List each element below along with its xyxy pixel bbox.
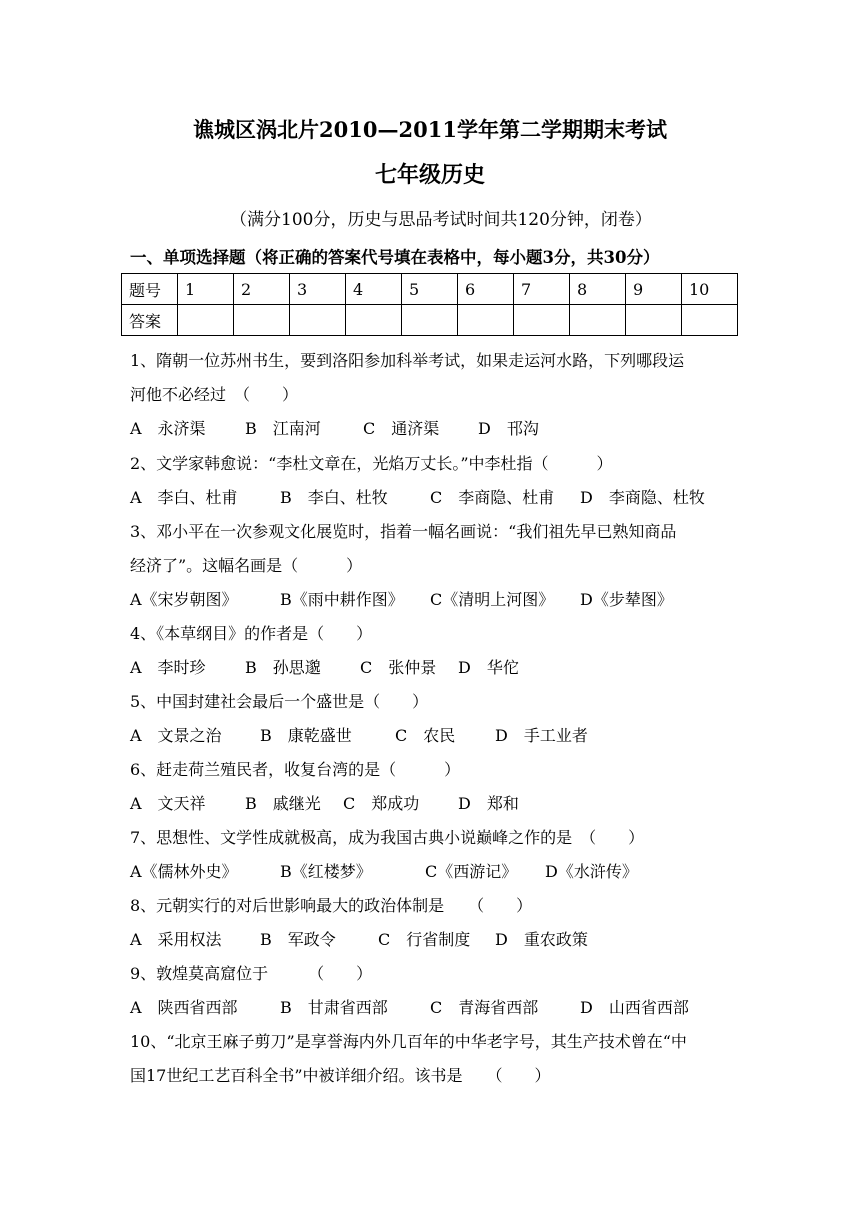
option: B 甘肃省西部 [280, 998, 388, 1017]
answer-cell [402, 305, 458, 336]
question-stem: 8、元朝实行的对后世影响最大的政治体制是 （ ） [130, 896, 533, 915]
section-heading: 一、单项选择题（将正确的答案代号填在表格中，每小题3分，共30分） [130, 248, 660, 267]
question-stem: 5、中国封建社会最后一个盛世是（ ） [130, 692, 429, 711]
option: C《西游记》 [425, 862, 518, 881]
table-cell: 2 [234, 274, 290, 305]
answer-cell [570, 305, 626, 336]
row-label: 题号 [122, 274, 178, 305]
answer-cell [178, 305, 234, 336]
option: C 通济渠 [363, 419, 440, 438]
table-cell: 7 [514, 274, 570, 305]
option: A 永济渠 [130, 419, 206, 438]
question-stem: 河他不必经过 （ ） [130, 385, 299, 404]
option: A《儒林外史》 [130, 862, 238, 881]
answer-cell [458, 305, 514, 336]
option: B 戚继光 [245, 794, 321, 813]
option: B 李白、杜牧 [280, 488, 388, 507]
answer-cell [346, 305, 402, 336]
question-stem: 国17世纪工艺百科全书”中被详细介绍。该书是 （ ） [130, 1066, 551, 1085]
question-stem: 7、思想性、文学性成就极高，成为我国古典小说巅峰之作的是 （ ） [130, 828, 645, 847]
question-options [130, 416, 539, 439]
table-cell: 6 [458, 274, 514, 305]
option: C 农民 [395, 726, 456, 745]
option: B《雨中耕作图》 [280, 590, 404, 609]
option: D 手工业者 [495, 726, 588, 745]
table-cell: 4 [346, 274, 402, 305]
question-options [130, 587, 673, 610]
question-options [130, 995, 689, 1018]
question-options [130, 791, 519, 814]
option: C 张仲景 [360, 658, 437, 677]
option: C 李商隐、杜甫 [430, 488, 555, 507]
option: A 采用权法 [130, 930, 222, 949]
question-options [130, 485, 705, 508]
option: A 李白、杜甫 [130, 488, 238, 507]
option: C 行省制度 [378, 930, 471, 949]
question-stem: 经济了”。这幅名画是（ ） [130, 556, 363, 575]
table-cell: 3 [290, 274, 346, 305]
option: D 邗沟 [478, 419, 539, 438]
option: B 江南河 [245, 419, 321, 438]
question-stem: 6、赶走荷兰殖民者，收复台湾的是（ ） [130, 760, 461, 779]
question-options [130, 655, 519, 678]
table-cell: 9 [626, 274, 682, 305]
question-stem: 10、“北京王麻子剪刀”是享誉海内外几百年的中华老字号，其生产技术曾在“中 [130, 1032, 687, 1051]
question-stem: 3、邓小平在一次参观文化展览时，指着一幅名画说：“我们祖先早已熟知商品 [130, 522, 677, 541]
option: D 山西省西部 [580, 998, 689, 1017]
answer-cell [290, 305, 346, 336]
option: B《红楼梦》 [280, 862, 372, 881]
question-options [130, 723, 588, 746]
option: A 李时珍 [130, 658, 206, 677]
exam-subtitle: 七年级历史 [374, 162, 485, 188]
option: C 郑成功 [343, 794, 420, 813]
table-cell: 1 [178, 274, 234, 305]
table-cell: 10 [682, 274, 738, 305]
answer-cell [682, 305, 738, 336]
question-options [130, 927, 588, 950]
option: A 陕西省西部 [130, 998, 238, 1017]
option: C 青海省西部 [430, 998, 539, 1017]
option: D《水浒传》 [545, 862, 638, 881]
row-label: 答案 [122, 305, 178, 336]
answer-cell [514, 305, 570, 336]
table-row [122, 274, 738, 305]
exam-note: （满分100分，历史与思品考试时间共120分钟，闭卷） [230, 210, 652, 230]
question-options [130, 859, 638, 882]
exam-title: 谯城区涡北片2010—2011学年第二学期期末考试 [193, 117, 667, 142]
option: D 重农政策 [495, 930, 588, 949]
option: B 军政令 [260, 930, 336, 949]
option: D 郑和 [458, 794, 519, 813]
option: C《清明上河图》 [430, 590, 555, 609]
option: D 华佗 [458, 658, 519, 677]
answer-cell [626, 305, 682, 336]
option: B 康乾盛世 [260, 726, 352, 745]
question-stem: 1、隋朝一位苏州书生，要到洛阳参加科举考试，如果走运河水路，下列哪段运 [130, 351, 685, 370]
table-row [122, 305, 738, 336]
option: A 文天祥 [130, 794, 206, 813]
option: D 李商隐、杜牧 [580, 488, 705, 507]
question-stem: 9、敦煌莫高窟位于 （ ） [130, 964, 373, 983]
option: A 文景之治 [130, 726, 222, 745]
table-cell: 8 [570, 274, 626, 305]
question-stem: 4、《本草纲目》的作者是（ ） [130, 624, 373, 643]
table-cell: 5 [402, 274, 458, 305]
option: D《步辇图》 [580, 590, 673, 609]
question-stem: 2、文学家韩愈说：“李杜文章在，光焰万丈长。”中李杜指（ ） [130, 454, 613, 473]
answer-cell [234, 305, 290, 336]
answer-table [121, 273, 738, 336]
option: B 孙思邈 [245, 658, 321, 677]
option: A《宋岁朝图》 [130, 590, 238, 609]
